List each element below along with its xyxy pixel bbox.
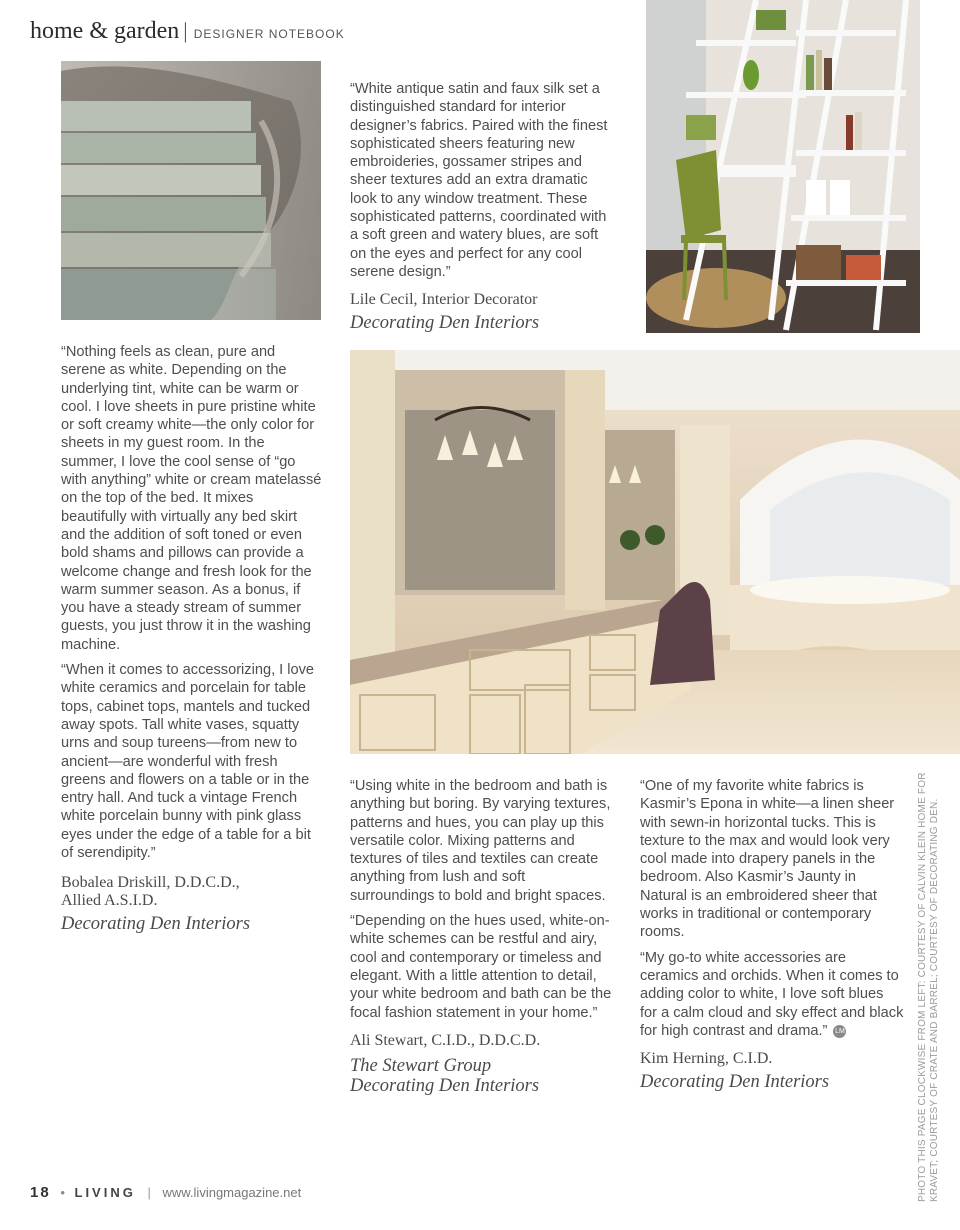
designer-firm: Decorating Den Interiors xyxy=(640,1072,830,1093)
section-title: home & garden xyxy=(30,18,180,44)
quote-paragraph: “Nothing feels as clean, pure and serene as white. Depending on the underlying tint, white can be warm or cool. I love sheets in pure pristine white or soft creamy white—the only color for sheets in my guest room. In the summer, I love the cool sense of “go with anything” white or cream matelassé on the top of the bed. It mixes beautifully with virtually any bed skirt and the addition of soft toned or even bold shams and pillows can provide a welcome change and fresh look for the warm summer season. As a bonus, if you have a steady stream of summer guests, you just throw it in the washing machine. xyxy=(61,344,322,653)
designer-name: Kim Herning, C.I.D. xyxy=(640,1050,773,1068)
designer-firm: Decorating Den Interiors xyxy=(350,313,540,334)
page-footer xyxy=(30,1184,301,1201)
quote-fabrics xyxy=(350,80,616,333)
designer-name: Ali Stewart, C.I.D., D.D.C.D. xyxy=(350,1031,541,1049)
header-separator: | xyxy=(183,18,188,43)
fabric-swatches-photo xyxy=(61,61,321,320)
quote-bath-body xyxy=(350,777,612,1022)
ladder-shelf-desk-photo xyxy=(646,0,920,333)
bathroom-vanity-photo xyxy=(350,350,960,754)
website-link[interactable]: www.livingmagazine.net xyxy=(162,1185,302,1200)
footer-bullet: • xyxy=(60,1185,65,1200)
quote-bath xyxy=(350,777,612,1096)
designer-name xyxy=(61,874,323,910)
designer-name-line2: Allied A.S.I.D. xyxy=(61,892,158,910)
quote-paragraph: “Depending on the hues used, white-on-white schemes can be restful and airy, cool and contemporary or timeless and elegant. With a little attention to detail, your white bedroom and bath can be the focal fashion statement in your home.” xyxy=(350,913,612,1021)
quote-paragraph: “One of my favorite white fabrics is Kasmir’s Epona in white—a linen sheer with sewn-in horizontal tucks. This is texture to the max and would look very cool made into drapery panels in the bedroom. Also Kasmir’s Jaunty in Natural is an embroidered sheer that works in traditional or contemporary rooms. xyxy=(640,778,895,941)
page-number: 18 xyxy=(30,1184,51,1201)
end-mark-icon: LM xyxy=(833,1025,846,1038)
designer-firm-line1: The Stewart Group xyxy=(350,1055,492,1076)
quote-linen-body xyxy=(640,777,904,1040)
quote-sheets-body xyxy=(61,343,323,862)
quote-paragraph: “When it comes to accessorizing, I love white ceramics and porcelain for table tops, cabinet tops, mantels and tucked away spots. Tall white vases, squatty urns and soup tureens—from new to ancient—are wonderful with fresh greens and flowers on a table or in the entry hall. And tuck a vintage French white porcelain bunny with pink glass eyes under the edge of a table for a bit of serendipity.” xyxy=(61,662,315,862)
designer-name-line1: Bobalea Driskill, D.D.C.D., xyxy=(61,874,240,892)
magazine-name: LIVING xyxy=(74,1185,136,1200)
quote-fabrics-body xyxy=(350,80,616,281)
section-subtitle: DESIGNER NOTEBOOK xyxy=(193,27,345,41)
quote-linen xyxy=(640,777,904,1092)
quote-sheets xyxy=(61,343,323,934)
quote-paragraph: “White antique satin and faux silk set a distinguished standard for interior designer’s fabrics. Paired with the finest sophisticated sheers featuring new embroideries, gossamer stripes and sheer textures add an extra dramatic look to any window treatment. These sophisticated patterns, coordinated with a soft green and watery blues, are soft on the eyes and perfect for any cool serene design.” xyxy=(350,81,608,280)
quote-paragraph: “My go-to white accessories are ceramics and orchids. When it comes to adding color to white, I love soft blues for a calm cloud and sky effect and black for high contrast and drama.” LM xyxy=(640,949,904,1039)
section-header xyxy=(30,18,345,45)
designer-name: Lile Cecil, Interior Decorator xyxy=(350,291,538,309)
designer-firm: Decorating Den Interiors xyxy=(61,914,251,935)
quote-paragraph: “Using white in the bedroom and bath is anything but boring. By varying textures, patterns and hues, you can play up this versatile color. Mixing patterns and textures of tiles and textiles can create anything from lush and soft surroundings to bold and bright spaces. xyxy=(350,778,611,904)
photo-credit: PHOTO THIS PAGE CLOCKWISE FROM LEFT: COURTESY OF CALVIN KLEIN HOME FOR KRAVET; COURTESY OF CRATE AND BARREL; COURTESY OF DECORATING DEN. xyxy=(917,772,940,1202)
designer-firm xyxy=(350,1056,612,1096)
footer-divider: | xyxy=(147,1185,151,1200)
designer-firm-line2: Decorating Den Interiors xyxy=(350,1075,540,1096)
